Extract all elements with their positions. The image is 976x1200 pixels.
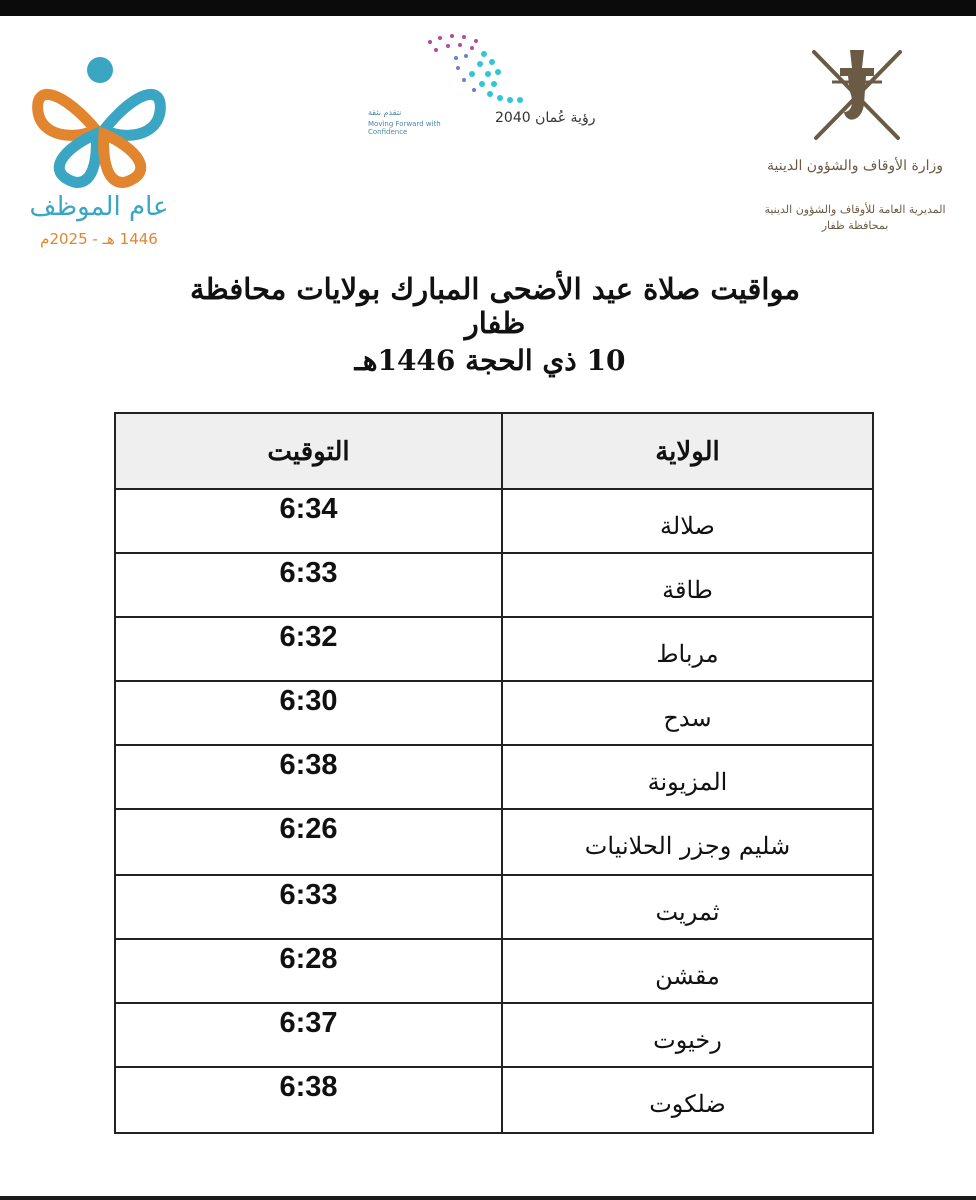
prayer-times-table bbox=[114, 412, 874, 1134]
wilaya-cell: رخيوت bbox=[653, 1026, 722, 1054]
table-row bbox=[116, 746, 872, 810]
bottom-border bbox=[0, 1196, 976, 1200]
wilaya-cell: صلالة bbox=[660, 512, 715, 540]
ministry-name: وزارة الأوقاف والشؤون الدينية bbox=[767, 158, 943, 174]
time-cell: 6:32 bbox=[279, 621, 338, 653]
time-cell: 6:33 bbox=[279, 879, 338, 911]
employee-year-title: عام الموظف bbox=[29, 192, 169, 222]
table-row bbox=[116, 1068, 872, 1132]
time-cell: 6:33 bbox=[279, 557, 338, 589]
wilaya-cell: سدح bbox=[663, 704, 712, 732]
table-row bbox=[116, 490, 872, 554]
table-header-row bbox=[116, 414, 872, 490]
table-row bbox=[116, 1004, 872, 1068]
wilaya-cell: طاقة bbox=[662, 576, 713, 604]
table-row bbox=[116, 682, 872, 746]
time-cell: 6:26 bbox=[279, 813, 338, 845]
page-date: 10 ذي الحجة 1446هـ bbox=[354, 344, 626, 377]
time-cell: 6:28 bbox=[279, 943, 338, 975]
wilaya-cell: شليم وجزر الحلانيات bbox=[584, 832, 791, 860]
table-row bbox=[116, 940, 872, 1004]
vision-text: رؤية عُمان 2040 bbox=[495, 110, 596, 126]
table-row bbox=[116, 810, 872, 876]
ministry-subname bbox=[760, 202, 950, 234]
top-black-bar bbox=[0, 0, 976, 16]
employee-year-flower-icon bbox=[24, 52, 174, 192]
vision-tagline-en: Moving Forward with Confidence bbox=[368, 120, 441, 136]
wilaya-cell: ضلكوت bbox=[649, 1090, 726, 1118]
employee-year-logo bbox=[24, 52, 174, 252]
table-row bbox=[116, 876, 872, 940]
wilaya-cell: ثمريت bbox=[655, 898, 720, 926]
ministry-emblem bbox=[760, 42, 960, 262]
employee-year-subtitle: 1446 هـ - 2025م bbox=[40, 230, 158, 248]
header-time: التوقيت bbox=[267, 437, 350, 467]
wilaya-cell: مقشن bbox=[655, 962, 720, 990]
time-cell: 6:34 bbox=[279, 493, 338, 525]
column-divider bbox=[501, 414, 503, 1132]
oman-vision-logo bbox=[360, 28, 610, 148]
time-cell: 6:38 bbox=[279, 1071, 338, 1103]
wilaya-cell: مرباط bbox=[656, 640, 719, 668]
ministry-directorate: المديرية العامة للأوقاف والشؤون الدينية bbox=[764, 203, 946, 216]
wilaya-cell: المزيونة bbox=[647, 768, 728, 796]
time-cell: 6:37 bbox=[279, 1007, 338, 1039]
khanjar-emblem-icon bbox=[802, 42, 912, 152]
time-cell: 6:38 bbox=[279, 749, 338, 781]
vision-tagline-ar: نتقدم بثقة bbox=[368, 108, 402, 117]
time-cell: 6:30 bbox=[279, 685, 338, 717]
page-title: مواقيت صلاة عيد الأضحى المبارك بولايات محافظة ظفار bbox=[190, 272, 800, 340]
table-row bbox=[116, 554, 872, 618]
ministry-region: بمحافظة ظفار bbox=[821, 219, 889, 232]
header-wilaya: الولاية bbox=[655, 437, 720, 467]
table-row bbox=[116, 618, 872, 682]
